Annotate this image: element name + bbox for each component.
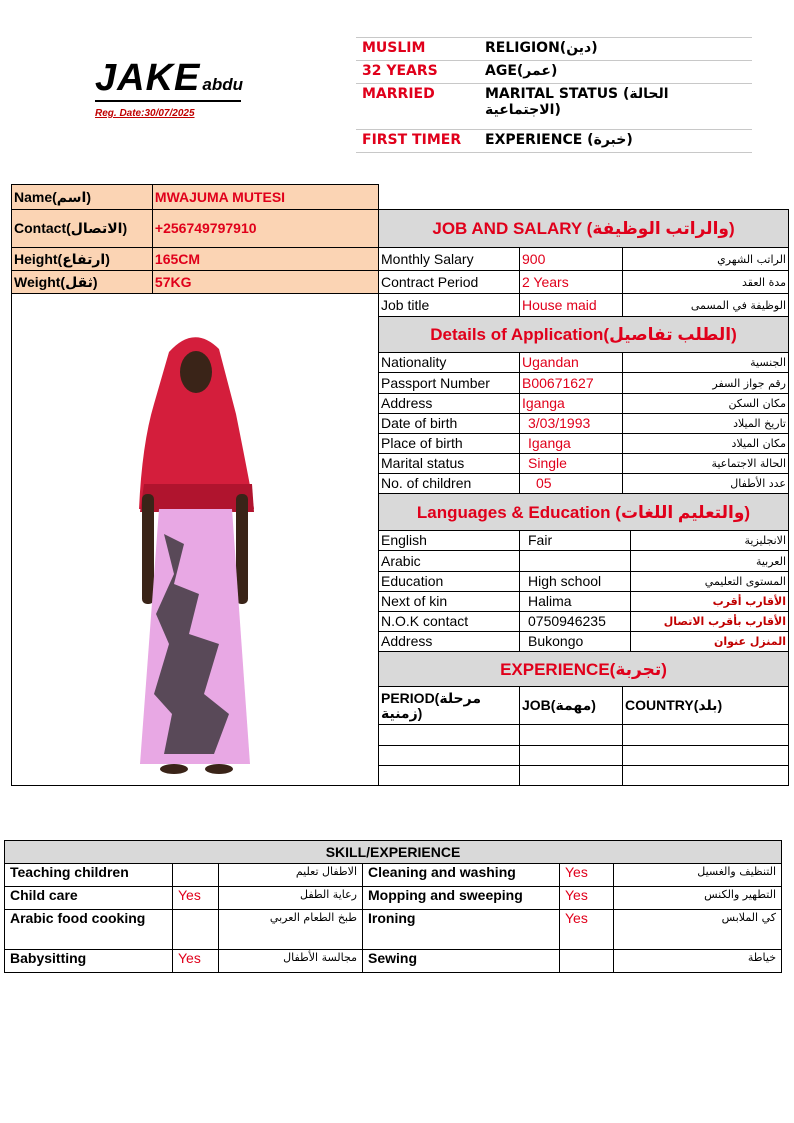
next-of-kin-value: Halima <box>520 591 631 611</box>
nationality-label: Nationality <box>379 353 520 373</box>
candidate-photo-illustration <box>14 294 376 782</box>
skill-value: Yes <box>560 887 614 910</box>
dob-label: Date of birth <box>379 413 520 433</box>
logo-underline <box>95 100 241 102</box>
logo-main-text: JAKE <box>95 57 201 99</box>
salary-ar: الراتب الشهري <box>623 248 789 271</box>
passport-label: Passport Number <box>379 373 520 393</box>
skill-ar: طبخ الطعام العربي <box>219 910 363 950</box>
marital-status-label: Marital status <box>379 453 520 473</box>
marital-status-ar: الحالة الاجتماعية <box>623 453 789 473</box>
passport-value: B00671627 <box>520 373 623 393</box>
country-column-header: COUNTRY(بلد) <box>623 687 789 725</box>
skill-name: Ironing <box>363 910 560 950</box>
age-label: AGE(عمر) <box>479 61 752 84</box>
religion-label: RELIGION(دين) <box>479 38 752 61</box>
english-ar: الانجليزية <box>631 531 789 551</box>
next-of-kin-label: Next of kin <box>379 591 520 611</box>
salary-label: Monthly Salary <box>379 248 520 271</box>
contract-ar: مدة العقد <box>623 271 789 294</box>
agency-logo <box>95 58 255 118</box>
contact-value: +256749797910 <box>152 210 378 248</box>
candidate-photo <box>12 294 379 786</box>
period-column-header: PERIOD(مرحلة زمنية) <box>379 687 520 725</box>
home-address-label: Address <box>379 631 520 651</box>
registration-date: Reg. Date:30/07/2025 <box>95 108 195 119</box>
experience-label: EXPERIENCE (خبرة) <box>479 130 752 153</box>
marital-status-value: Single <box>520 453 623 473</box>
experience-value: FIRST TIMER <box>356 130 479 153</box>
application-heading: Details of Application(الطلب تفاصيل) <box>379 317 789 353</box>
skill-value <box>560 950 614 973</box>
name-label: Name(اسم) <box>12 185 153 210</box>
arabic-value <box>520 551 631 571</box>
skill-ar: مجالسة الأطفال <box>219 950 363 973</box>
weight-value: 57KG <box>152 271 378 294</box>
contact-label: Contact(الاتصال) <box>12 210 153 248</box>
nok-contact-label: N.O.K contact <box>379 611 520 631</box>
skill-ar: كي الملابس <box>614 910 782 950</box>
job-column-header: JOB(مهمة) <box>520 687 623 725</box>
education-label: Education <box>379 571 520 591</box>
info-row-religion <box>356 38 752 61</box>
job-title-label: Job title <box>379 294 520 317</box>
skill-value: Yes <box>173 887 219 910</box>
weight-label: Weight(ثقل) <box>12 271 153 294</box>
experience-heading: EXPERIENCE(تجربة) <box>379 652 789 687</box>
education-ar: المستوى التعليمي <box>631 571 789 591</box>
english-value: Fair <box>520 531 631 551</box>
skill-ar: خياطة <box>614 950 782 973</box>
skills-row <box>5 864 782 887</box>
info-row-age <box>356 61 752 84</box>
contract-label: Contract Period <box>379 271 520 294</box>
english-label: English <box>379 531 520 551</box>
children-label: No. of children <box>379 474 520 494</box>
skill-ar: رعاية الطفل <box>219 887 363 910</box>
religion-value: MUSLIM <box>356 38 479 61</box>
skill-value: Yes <box>560 864 614 887</box>
skills-row <box>5 950 782 973</box>
skill-name: Babysitting <box>5 950 173 973</box>
contract-value: 2 Years <box>520 271 623 294</box>
marital-value: MARRIED <box>356 84 479 130</box>
height-label: Height(ارتفاع) <box>12 248 153 271</box>
skill-value: Yes <box>173 950 219 973</box>
nok-contact-value: 0750946235 <box>520 611 631 631</box>
job-salary-heading: JOB AND SALARY (والراتب الوظيفة) <box>379 210 789 248</box>
dob-value: 3/03/1993 <box>520 413 623 433</box>
address-value: Iganga <box>520 393 623 413</box>
skills-row <box>5 887 782 910</box>
next-of-kin-ar: الأقارب أقرب <box>631 591 789 611</box>
address-ar: مكان السكن <box>623 393 789 413</box>
education-value: High school <box>520 571 631 591</box>
arabic-ar: العربية <box>631 551 789 571</box>
skill-name: Teaching children <box>5 864 173 887</box>
pob-value: Iganga <box>520 433 623 453</box>
skill-name: Sewing <box>363 950 560 973</box>
skills-heading: SKILL/EXPERIENCE <box>5 841 782 864</box>
info-row-marital <box>356 84 752 130</box>
skill-ar: التنظيف والغسيل <box>614 864 782 887</box>
skills-table <box>4 840 782 973</box>
skill-name: Cleaning and washing <box>363 864 560 887</box>
salary-value: 900 <box>520 248 623 271</box>
address-label: Address <box>379 393 520 413</box>
nationality-ar: الجنسية <box>623 353 789 373</box>
nok-contact-ar: الأقارب بأقرب الاتصال <box>631 611 789 631</box>
skill-value <box>173 864 219 887</box>
cv-main-table <box>11 184 789 786</box>
name-value: MWAJUMA MUTESI <box>152 185 378 210</box>
children-ar: عدد الأطفال <box>623 474 789 494</box>
age-value: 32 YEARS <box>356 61 479 84</box>
skill-ar: الاطفال تعليم <box>219 864 363 887</box>
skill-name: Mopping and sweeping <box>363 887 560 910</box>
job-title-ar: الوظيفة في المسمى <box>623 294 789 317</box>
pob-label: Place of birth <box>379 433 520 453</box>
skill-name: Arabic food cooking <box>5 910 173 950</box>
skill-value: Yes <box>560 910 614 950</box>
home-address-ar: المنزل عنوان <box>631 631 789 651</box>
skill-name: Child care <box>5 887 173 910</box>
languages-heading: Languages & Education (والتعليم اللغات) <box>379 494 789 531</box>
summary-info-table <box>356 37 752 153</box>
skill-value <box>173 910 219 950</box>
job-title-value: House maid <box>520 294 623 317</box>
marital-label: MARITAL STATUS (الحالة الاجتماعية) <box>479 84 752 130</box>
skills-row <box>5 910 782 950</box>
skill-ar: التطهير والكنس <box>614 887 782 910</box>
logo-sub-text: abdu <box>202 75 243 94</box>
height-value: 165CM <box>152 248 378 271</box>
home-address-value: Bukongo <box>520 631 631 651</box>
passport-ar: رقم جواز السفر <box>623 373 789 393</box>
children-value: 05 <box>520 474 623 494</box>
arabic-label: Arabic <box>379 551 520 571</box>
pob-ar: مكان الميلاد <box>623 433 789 453</box>
info-row-experience <box>356 130 752 153</box>
dob-ar: تاريخ الميلاد <box>623 413 789 433</box>
nationality-value: Ugandan <box>520 353 623 373</box>
